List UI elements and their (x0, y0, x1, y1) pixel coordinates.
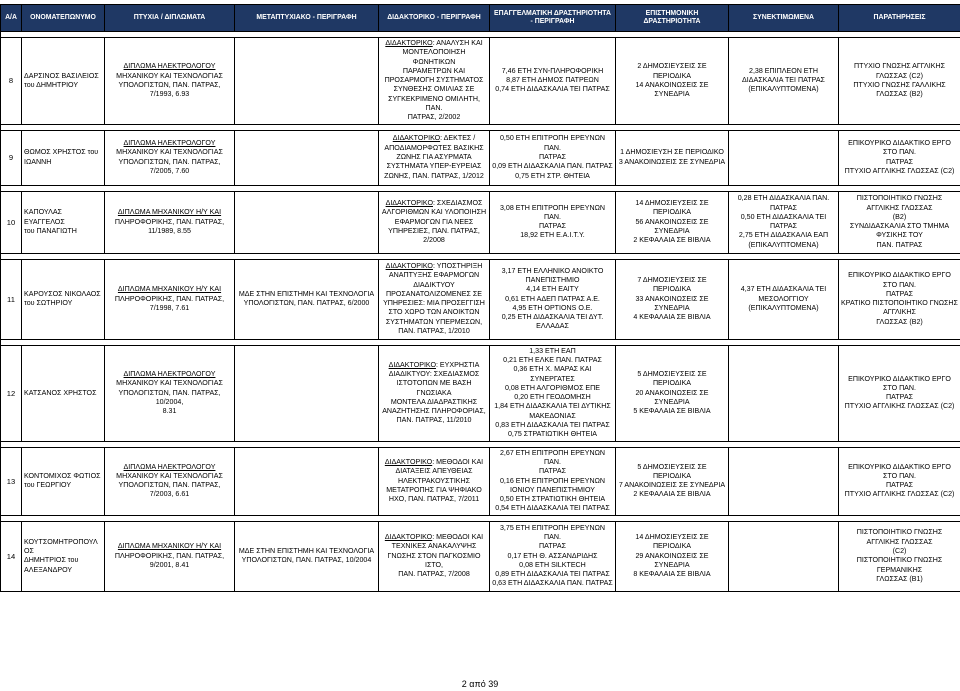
table-row (1, 38, 960, 125)
phd-title: ΔΙΔΑΚΤΟΡΙΚΟ (384, 457, 433, 466)
cell-name: ΔΑΡΣΙΝΟΣ ΒΑΣΙΛΕΙΟΣ του ΔΗΜΗΤΡΙΟΥ (22, 38, 105, 125)
cell-remarks: ΠΙΣΤΟΠΟΙΗΤΙΚΟ ΓΝΩΣΗΣ ΑΓΓΛΙΚΗΣ ΓΛΩΣΣΑΣ (C2) ΠΙΣΤΟΠΟΙΗΤΙΚΟ ΓΝΩΣΗΣ ΓΕΡΜΑΝΙΚΗΣ ΓΛΩΣΣΑΣ (B1) (839, 521, 960, 591)
cell-considered (729, 345, 839, 441)
phd-title: ΔΙΔΑΚΤΟΡΙΚΟ (385, 261, 433, 270)
cell-degrees: ΔΙΠΛΩΜΑ ΜΗΧΑΝΙΚΟΥ Η/Υ ΚΑΙ ΠΛΗΡΟΦΟΡΙΚΗΣ, ΠΑΝ. ΠΑΤΡΑΣ, 9/2001, 8.41 (105, 521, 235, 591)
degree-title: ΔΙΠΛΩΜΑ ΗΛΕΚΤΡΟΛΟΓΟΥ (123, 62, 216, 71)
cell-professional: 3,17 ΕΤΗ ΕΛΛΗΝΙΚΟ ΑΝΟΙΚΤΟ ΠΑΝΕΠΙΣΤΗΜΙΟ 4,14 ΕΤΗ ΕΑΙΤΥ 0,61 ΕΤΗ ΑΔΕΠ ΠΑΤΡΑΣ Α.Ε. 4,95 ΕΤΗ OPTIONS Ο.Ε. 0,25 ΕΤΗ ΔΙΔΑΣΚΑΛΙΑ ΤΕΙ ΔΥΤ. ΕΛΛΑΔΑΣ (490, 259, 616, 339)
cell-degrees: ΔΙΠΛΩΜΑ ΜΗΧΑΝΙΚΟΥ Η/Υ ΚΑΙ ΠΛΗΡΟΦΟΡΙΚΗΣ, ΠΑΝ. ΠΑΤΡΑΣ, 11/1989, 8.55 (105, 191, 235, 253)
cell-phd: ΔΙΔΑΚΤΟΡΙΚΟ: ΜΕΘΟΔΟΙ ΚΑΙ ΔΙΑΤΑΞΕΙΣ ΑΠΕΥΘΕΙΑΣ ΗΛΕΚΤΡΑΚΟΥΣΤΙΚΗΣ ΜΕΤΑΤΡΟΠΗΣ ΓΙΑ ΨΗΦΙΑΚΟ ΗΧΟ, ΠΑΝ. ΠΑΤΡΑΣ, 7/2011 (379, 447, 490, 515)
phd-title: ΔΙΔΑΚΤΟΡΙΚΟ (384, 532, 433, 541)
cell-aa: 10 (1, 191, 22, 253)
table-row (1, 521, 960, 591)
header-aa: A/A (1, 5, 22, 32)
cell-scientific: 1 ΔΗΜΟΣΙΕΥΣΗ ΣΕ ΠΕΡΙΟΔΙΚΟ 3 ΑΝΑΚΟΙΝΩΣΕΙΣ ΣΕ ΣΥΝΕΔΡΙΑ (616, 130, 729, 185)
cell-considered: 2,38 ΕΠΙΠΛΕΟΝ ΕΤΗ ΔΙΔΑΣΚΑΛΙΑ ΤΕΙ ΠΑΤΡΑΣ (ΕΠΙΚΑΛΥΠΤΟΜΕΝΑ) (729, 38, 839, 125)
header-professional: ΕΠΑΓΓΕΛΜΑΤΙΚΗ ΔΡΑΣΤΗΡΙΟΤΗΤΑ - ΠΕΡΙΓΡΑΦΗ (490, 5, 616, 32)
cell-degrees: ΔΙΠΛΩΜΑ ΗΛΕΚΤΡΟΛΟΓΟΥ ΜΗΧΑΝΙΚΟΥ ΚΑΙ ΤΕΧΝΟΛΟΓΙΑΣ ΥΠΟΛΟΓΙΣΤΩΝ, ΠΑΝ. ΠΑΤΡΑΣ, 7/1993, 6.93 (105, 38, 235, 125)
cell-considered (729, 521, 839, 591)
cell-aa: 13 (1, 447, 22, 515)
cell-remarks: ΕΠΙΚΟΥΡΙΚΟ ΔΙΔΑΚΤΙΚΟ ΕΡΓΟ ΣΤΟ ΠΑΝ. ΠΑΤΡΑΣ ΠΤΥΧΙΟ ΑΓΓΛΙΚΗΣ ΓΛΩΣΣΑΣ (C2) (839, 130, 960, 185)
degree-title: ΔΙΠΛΩΜΑ ΗΛΕΚΤΡΟΛΟΓΟΥ (123, 139, 216, 148)
cell-name: ΚΑΠΟΥΛΑΣ ΕΥΑΓΓΕΛΟΣ του ΠΑΝΑΓΙΩΤΗ (22, 191, 105, 253)
cell-masters (235, 447, 379, 515)
cell-phd: ΔΙΔΑΚΤΟΡΙΚΟ: ΑΝΑΛΥΣΗ ΚΑΙ ΜΟΝΤΕΛΟΠΟΙΗΣΗ ΦΩΝΗΤΙΚΩΝ ΠΑΡΑΜΕΤΡΩΝ ΚΑΙ ΠΡΟΣΑΡΜΟΓΗ ΣΥΣΤΗΜΑΤΟΣ ΣΥΝΘΕΣΗΣ ΟΜΙΛΙΑΣ ΣΕ ΣΥΓΚΕΚΡΙΜΕΝΟ ΟΜΙΛΗΤΗ, ΠΑΝ. ΠΑΤΡΑΣ, 2/2002 (379, 38, 490, 125)
cell-aa: 14 (1, 521, 22, 591)
table-row (1, 447, 960, 515)
header-name: ΟΝΟΜΑΤΕΠΩΝΥΜΟ (22, 5, 105, 32)
cell-name: ΚΟΝΤΟΜΙΧΟΣ ΦΩΤΙΟΣ του ΓΕΩΡΓΙΟΥ (22, 447, 105, 515)
cell-name: ΚΑΡΟΥΣΟΣ ΝΙΚΟΛΑΟΣ του ΣΩΤΗΡΙΟΥ (22, 259, 105, 339)
cell-scientific: 7 ΔΗΜΟΣΙΕΥΣΕΙΣ ΣΕ ΠΕΡΙΟΔΙΚΑ 33 ΑΝΑΚΟΙΝΩΣΕΙΣ ΣΕ ΣΥΝΕΔΡΙΑ 4 ΚΕΦΑΛΑΙΑ ΣΕ ΒΙΒΛΙΑ (616, 259, 729, 339)
table-row (1, 345, 960, 441)
cell-remarks: ΠΤΥΧΙΟ ΓΝΩΣΗΣ ΑΓΓΛΙΚΗΣ ΓΛΩΣΣΑΣ (C2) ΠΤΥΧΙΟ ΓΝΩΣΗΣ ΓΑΛΛΙΚΗΣ ΓΛΩΣΣΑΣ (B2) (839, 38, 960, 125)
cell-remarks: ΠΙΣΤΟΠΟΙΗΤΙΚΟ ΓΝΩΣΗΣ ΑΓΓΛΙΚΗΣ ΓΛΩΣΣΑΣ (B2) ΣΥΝΔΙΔΑΣΚΑΛΙΑ ΣΤΟ ΤΜΗΜΑ ΦΥΣΙΚΗΣ ΤΟΥ ΠΑΝ. ΠΑΤΡΑΣ (839, 191, 960, 253)
degree-title: ΔΙΠΛΩΜΑ ΜΗΧΑΝΙΚΟΥ Η/Υ ΚΑΙ (117, 208, 222, 217)
phd-title: ΔΙΔΑΚΤΟΡΙΚΟ (385, 39, 433, 47)
table-row (1, 130, 960, 185)
cell-phd: ΔΙΔΑΚΤΟΡΙΚΟ: ΕΥΧΡΗΣΤΙΑ ΔΙΑΔΙΚΤΥΟΥ: ΣΧΕΔΙΑΣΜΟΣ ΙΣΤΟΤΟΠΩΝ ΜΕ ΒΑΣΗ ΓΝΩΣΙΑΚΑ ΜΟΝΤΕΛΑ ΔΙΑΔΡΑΣΤΙΚΗΣ ΑΝΑΖΗΤΗΣΗΣ ΠΛΗΡΟΦΟΡΙΑΣ, ΠΑΝ. ΠΑΤΡΑΣ, 11/2010 (379, 345, 490, 441)
cell-name: ΘΩΜΟΣ ΧΡΗΣΤΟΣ του ΙΩΑΝΝΗ (22, 130, 105, 185)
phd-title: ΔΙΔΑΚΤΟΡΙΚΟ (385, 198, 433, 207)
cell-masters (235, 38, 379, 125)
cell-scientific: 2 ΔΗΜΟΣΙΕΥΣΕΙΣ ΣΕ ΠΕΡΙΟΔΙΚΑ 14 ΑΝΑΚΟΙΝΩΣΕΙΣ ΣΕ ΣΥΝΕΔΡΙΑ (616, 38, 729, 125)
cell-masters (235, 191, 379, 253)
cell-remarks: ΕΠΙΚΟΥΡΙΚΟ ΔΙΔΑΚΤΙΚΟ ΕΡΓΟ ΣΤΟ ΠΑΝ. ΠΑΤΡΑΣ ΠΤΥΧΙΟ ΑΓΓΛΙΚΗΣ ΓΛΩΣΣΑΣ (C2) (839, 447, 960, 515)
header-masters: ΜΕΤΑΠΤΥΧΙΑΚΟ - ΠΕΡΙΓΡΑΦΗ (235, 5, 379, 32)
cell-remarks: ΕΠΙΚΟΥΡΙΚΟ ΔΙΔΑΚΤΙΚΟ ΕΡΓΟ ΣΤΟ ΠΑΝ. ΠΑΤΡΑΣ ΠΤΥΧΙΟ ΑΓΓΛΙΚΗΣ ΓΛΩΣΣΑΣ (C2) (839, 345, 960, 441)
degree-title: ΔΙΠΛΩΜΑ ΗΛΕΚΤΡΟΛΟΓΟΥ (123, 462, 216, 471)
header-scientific: ΕΠΙΣΤΗΜΟΝΙΚΗ ΔΡΑΣΤΗΡΙΟΤΗΤΑ (616, 5, 729, 32)
cell-masters (235, 345, 379, 441)
page-number: 2 από 39 (461, 679, 499, 689)
degree-title: ΔΙΠΛΩΜΑ ΜΗΧΑΝΙΚΟΥ Η/Υ ΚΑΙ (117, 542, 222, 551)
header-row (1, 5, 960, 32)
cell-degrees: ΔΙΠΛΩΜΑ ΗΛΕΚΤΡΟΛΟΓΟΥ ΜΗΧΑΝΙΚΟΥ ΚΑΙ ΤΕΧΝΟΛΟΓΙΑΣ ΥΠΟΛΟΓΙΣΤΩΝ, ΠΑΝ. ΠΑΤΡΑΣ, 10/2004, 8.31 (105, 345, 235, 441)
cell-masters: ΜΔΕ ΣΤΗΝ ΕΠΙΣΤΗΜΗ ΚΑΙ ΤΕΧΝΟΛΟΓΙΑ ΥΠΟΛΟΓΙΣΤΩΝ, ΠΑΝ. ΠΑΤΡΑΣ, 6/2000 (235, 259, 379, 339)
cell-aa: 9 (1, 130, 22, 185)
cell-remarks: ΕΠΙΚΟΥΡΙΚΟ ΔΙΔΑΚΤΙΚΟ ΕΡΓΟ ΣΤΟ ΠΑΝ. ΠΑΤΡΑΣ ΚΡΑΤΙΚΟ ΠΙΣΤΟΠΟΙΗΤΙΚΟ ΓΝΩΣΗΣ ΑΓΓΛΙΚΗΣ ΓΛΩΣΣΑΣ (B2) (839, 259, 960, 339)
cell-professional: 0,50 ΕΤΗ ΕΠΙΤΡΟΠΗ ΕΡΕΥΝΩΝ ΠΑΝ. ΠΑΤΡΑΣ 0,09 ΕΤΗ ΔΙΔΑΣΚΑΛΙΑ ΠΑΝ. ΠΑΤΡΑΣ 0,75 ΕΤΗ ΣΤΡ. ΘΗΤΕΙΑ (490, 130, 616, 185)
cell-masters: ΜΔΕ ΣΤΗΝ ΕΠΙΣΤΗΜΗ ΚΑΙ ΤΕΧΝΟΛΟΓΙΑ ΥΠΟΛΟΓΙΣΤΩΝ, ΠΑΝ. ΠΑΤΡΑΣ, 10/2004 (235, 521, 379, 591)
cell-scientific: 5 ΔΗΜΟΣΙΕΥΣΕΙΣ ΣΕ ΠΕΡΙΟΔΙΚΑ 7 ΑΝΑΚΟΙΝΩΣΕΙΣ ΣΕ ΣΥΝΕΔΡΙΑ 2 ΚΕΦΑΛΑΙΑ ΣΕ ΒΙΒΛΙΑ (616, 447, 729, 515)
candidates-table (0, 4, 960, 592)
cell-degrees: ΔΙΠΛΩΜΑ ΜΗΧΑΝΙΚΟΥ Η/Υ ΚΑΙ ΠΛΗΡΟΦΟΡΙΚΗΣ, ΠΑΝ. ΠΑΤΡΑΣ, 7/1998, 7.61 (105, 259, 235, 339)
degree-title: ΔΙΠΛΩΜΑ ΜΗΧΑΝΙΚΟΥ Η/Υ ΚΑΙ (117, 285, 222, 294)
cell-professional: 1,33 ΕΤΗ ΕΑΠ 0,21 ΕΤΗ ΕΛΚΕ ΠΑΝ. ΠΑΤΡΑΣ 0,36 ΕΤΗ Χ. ΜΑΡΑΣ ΚΑΙ ΣΥΝΕΡΓΑΤΕΣ 0,08 ΕΤΗ ΑΛΓΟΡΙΘΜΟΣ ΕΠΕ 0,20 ΕΤΗ ΓΕΟΔΟΜΗΣΗ 1,84 ΕΤΗ ΔΙΔΑΣΚΑΛΙΑ ΤΕΙ ΔΥΤΙΚΗΣ ΜΑΚΕΔΟΝΙΑΣ 0,83 ΕΤΗ ΔΙΔΑΣΚΑΛΙΑ ΤΕΙ ΠΑΤΡΑΣ 0,75 ΣΤΡΑΤΙΩΤΙΚΗ ΘΗΤΕΙΑ (490, 345, 616, 441)
cell-degrees: ΔΙΠΛΩΜΑ ΗΛΕΚΤΡΟΛΟΓΟΥ ΜΗΧΑΝΙΚΟΥ ΚΑΙ ΤΕΧΝΟΛΟΓΙΑΣ ΥΠΟΛΟΓΙΣΤΩΝ, ΠΑΝ. ΠΑΤΡΑΣ, 7/2003, 6.61 (105, 447, 235, 515)
cell-masters (235, 130, 379, 185)
cell-scientific: 14 ΔΗΜΟΣΙΕΥΣΕΙΣ ΣΕ ΠΕΡΙΟΔΙΚΑ 56 ΑΝΑΚΟΙΝΩΣΕΙΣ ΣΕ ΣΥΝΕΔΡΙΑ 2 ΚΕΦΑΛΑΙΑ ΣΕ ΒΙΒΛΙΑ (616, 191, 729, 253)
header-degrees: ΠΤΥΧΙΑ / ΔΙΠΛΩΜΑΤΑ (105, 5, 235, 32)
cell-aa: 8 (1, 38, 22, 125)
cell-professional: 3,08 ΕΤΗ ΕΠΙΤΡΟΠΗ ΕΡΕΥΝΩΝ ΠΑΝ. ΠΑΤΡΑΣ 18,92 ΕΤΗ Ε.Α.Ι.Τ.Υ. (490, 191, 616, 253)
degree-title: ΔΙΠΛΩΜΑ ΗΛΕΚΤΡΟΛΟΓΟΥ (123, 369, 216, 378)
header-considered: ΣΥΝΕΚΤΙΜΩΜΕΝΑ (729, 5, 839, 32)
cell-scientific: 5 ΔΗΜΟΣΙΕΥΣΕΙΣ ΣΕ ΠΕΡΙΟΔΙΚΑ 20 ΑΝΑΚΟΙΝΩΣΕΙΣ ΣΕ ΣΥΝΕΔΡΙΑ 5 ΚΕΦΑΛΑΙΑ ΣΕ ΒΙΒΛΙΑ (616, 345, 729, 441)
cell-professional: 7,46 ΕΤΗ ΣΥΝ-ΠΛΗΡΟΦΟΡΙΚΗ 8,87 ΕΤΗ ΔΗΜΟΣ ΠΑΤΡΕΩΝ 0,74 ΕΤΗ ΔΙΔΑΣΚΑΛΙΑ ΤΕΙ ΠΑΤΡΑΣ (490, 38, 616, 125)
cell-name: ΚΑΤΣΑΝΟΣ ΧΡΗΣΤΟΣ (22, 345, 105, 441)
phd-title: ΔΙΔΑΚΤΟΡΙΚΟ (388, 360, 436, 369)
cell-considered (729, 130, 839, 185)
header-remarks: ΠΑΡΑΤΗΡΗΣΕΙΣ (839, 5, 960, 32)
cell-aa: 11 (1, 259, 22, 339)
header-phd: ΔΙΔΑΚΤΟΡΙΚΟ - ΠΕΡΙΓΡΑΦΗ (379, 5, 490, 32)
cell-professional: 2,67 ΕΤΗ ΕΠΙΤΡΟΠΗ ΕΡΕΥΝΩΝ ΠΑΝ. ΠΑΤΡΑΣ 0,16 ΕΤΗ ΕΠΙΤΡΟΠΗ ΕΡΕΥΝΩΝ ΙΟΝΙΟΥ ΠΑΝΕΠΙΣΤΗΜΙΟΥ 0,50 ΕΤΗ ΣΤΡΑΤΙΩΤΙΚΗ ΘΗΤΕΙΑ 0,54 ΕΤΗ ΔΙΔΑΣΚΑΛΙΑ ΤΕΙ ΠΑΤΡΑΣ (490, 447, 616, 515)
cell-professional: 3,75 ΕΤΗ ΕΠΙΤΡΟΠΗ ΕΡΕΥΝΩΝ ΠΑΝ. ΠΑΤΡΑΣ 0,17 ΕΤΗ Θ. ΑΣΣΑΝΔΡΙΔΗΣ 0,08 ΕΤΗ SILKTECH 0,89 ΕΤΗ ΔΙΔΑΣΚΑΛΙΑ ΤΕΙ ΠΑΤΡΑΣ 0,63 ΕΤΗ ΔΙΔΑΣΚΑΛΙΑ ΠΑΝ. ΠΑΤΡΑΣ (490, 521, 616, 591)
cell-scientific: 14 ΔΗΜΟΣΙΕΥΣΕΙΣ ΣΕ ΠΕΡΙΟΔΙΚΑ 29 ΑΝΑΚΟΙΝΩΣΕΙΣ ΣΕ ΣΥΝΕΔΡΙΑ 8 ΚΕΦΑΛΑΙΑ ΣΕ ΒΙΒΛΙΑ (616, 521, 729, 591)
cell-considered (729, 447, 839, 515)
cell-phd: ΔΙΔΑΚΤΟΡΙΚΟ: ΜΕΘΟΔΟΙ ΚΑΙ ΤΕΧΝΙΚΕΣ ΑΝΑΚΑΛΥΨΗΣ ΓΝΩΣΗΣ ΣΤΟΝ ΠΑΓΚΟΣΜΙΟ ΙΣΤΟ, ΠΑΝ. ΠΑΤΡΑΣ, 7/2008 (379, 521, 490, 591)
cell-degrees: ΔΙΠΛΩΜΑ ΗΛΕΚΤΡΟΛΟΓΟΥ ΜΗΧΑΝΙΚΟΥ ΚΑΙ ΤΕΧΝΟΛΟΓΙΑΣ ΥΠΟΛΟΓΙΣΤΩΝ, ΠΑΝ. ΠΑΤΡΑΣ, 7/2005, 7.60 (105, 130, 235, 185)
table-row (1, 259, 960, 339)
cell-phd: ΔΙΔΑΚΤΟΡΙΚΟ: ΣΧΕΔΙΑΣΜΟΣ ΑΛΓΟΡΙΘΜΩΝ ΚΑΙ ΥΛΟΠΟΙΗΣΗ ΕΦΑΡΜΟΓΩΝ ΓΙΑ ΝΕΕΣ ΥΠΗΡΕΣΙΕΣ, ΠΑΝ. ΠΑΤΡΑΣ, 2/2008 (379, 191, 490, 253)
cell-phd: ΔΙΔΑΚΤΟΡΙΚΟ: ΔΕΚΤΕΣ / ΑΠΟΔΙΑΜΟΡΦΩΤΕΣ ΒΑΣΙΚΗΣ ΖΩΝΗΣ ΓΙΑ ΑΣΥΡΜΑΤΑ ΣΥΣΤΗΜΑΤΑ ΥΠΕΡ-ΕΥΡΕΙΑΣ ΖΩΝΗΣ, ΠΑΝ. ΠΑΤΡΑΣ, 1/2012 (379, 130, 490, 185)
cell-considered: 4,37 ΕΤΗ ΔΙΔΑΣΚΑΛΙΑ ΤΕΙ ΜΕΣΟΛΟΓΓΙΟΥ (ΕΠΙΚΑΛΥΠΤΟΜΕΝΑ) (729, 259, 839, 339)
cell-aa: 12 (1, 345, 22, 441)
table-row (1, 191, 960, 253)
phd-title: ΔΙΔΑΚΤΟΡΙΚΟ (392, 134, 441, 143)
cell-name: ΚΟΥΤΣΟΜΗΤΡΟΠΟΥΛΟΣ ΔΗΜΗΤΡΙΟΣ του ΑΛΕΞΑΝΔΡΟΥ (22, 521, 105, 591)
cell-phd: ΔΙΔΑΚΤΟΡΙΚΟ: ΥΠΟΣΤΗΡΙΞΗ ΑΝΑΠΤΥΞΗΣ ΕΦΑΡΜΟΓΩΝ ΔΙΑΔΙΚΤΥΟΥ ΠΡΟΣΑΝΑΤΟΛΙΖΟΜΕΝΕΣ ΣΕ ΥΠΗΡΕΣΙΕΣ: ΜΙΑ ΠΡΟΣΕΓΓΙΣΗ ΣΤΟ ΧΩΡΟ ΤΩΝ ΑΝΟΙΚΤΩΝ ΣΥΣΤΗΜΑΤΩΝ ΥΠΕΡΜΕΣΩΝ, ΠΑΝ. ΠΑΤΡΑΣ, 1/2010 (379, 259, 490, 339)
cell-considered: 0,28 ΕΤΗ ΔΙΔΑΣΚΑΛΙΑ ΠΑΝ. ΠΑΤΡΑΣ 0,50 ΕΤΗ ΔΙΔΑΣΚΑΛΙΑ ΤΕΙ ΠΑΤΡΑΣ 2,75 ΕΤΗ ΔΙΔΑΣΚΑΛΙΑ ΕΑΠ (ΕΠΙΚΑΛΥΠΤΟΜΕΝΑ) (729, 191, 839, 253)
